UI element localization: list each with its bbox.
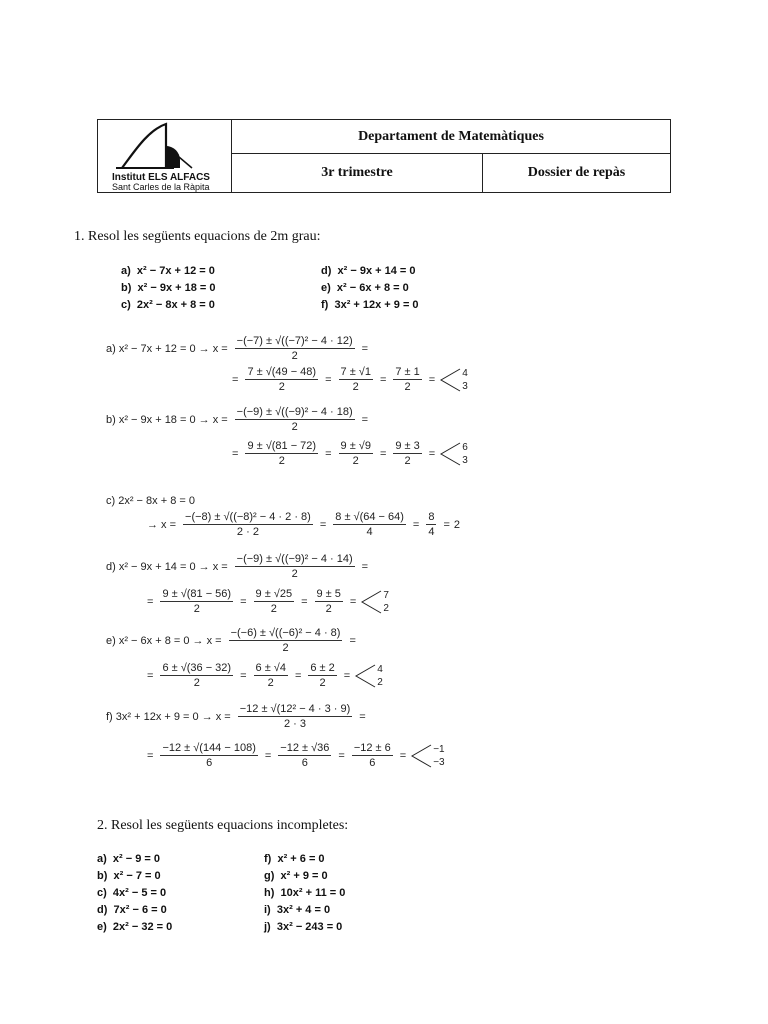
q2-exercise: b) x² − 7 = 0 — [97, 870, 161, 882]
department-title: Departament de Matemàtiques — [232, 120, 670, 154]
header-table — [97, 119, 671, 193]
q1-exercise: c) 2x² − 8x + 8 = 0 — [121, 299, 215, 311]
fraction: $\frac{9 \pm √(81 - 56)}{2}$ — [162, 588, 232, 615]
solution-f-line-1: f) 3x² + 12x + 9 = 0 → x = $\frac{\text{−12 ± √(12² − 4 · 3 · 9)}}{2 \cdot 3}$ = — [106, 703, 366, 730]
fraction: $\frac{8}{4}$ — [428, 511, 435, 538]
dossier-label: Dossier de repàs — [527, 165, 626, 180]
fraction: $\frac{9 \pm 3}{2}$ — [395, 440, 420, 467]
solution-b-line-2: = $\frac{9 \pm √(81 - 72)}{2}$ = $\frac{9 \pm √9}{2}$ = $\frac{9 \pm 3}{2}$ = 6 3 — [232, 440, 468, 467]
q1-exercise: f) 3x² + 12x + 9 = 0 — [321, 299, 419, 311]
fraction: $\frac{9 \pm √9}{2}$ — [340, 440, 371, 467]
fraction: $\frac{\text{−(−7) ± √((−7)² − 4 · 12)}}{2}$ — [236, 335, 353, 362]
fraction: $\frac{\text{−12 ± √(12² − 4 · 3 · 9)}}{2 \cdot 3}$ — [239, 703, 351, 730]
school-logo-icon — [114, 122, 214, 172]
fraction: $\frac{7 \pm 1}{2}$ — [395, 366, 420, 393]
fraction: $\frac{6 \pm √(36 - 32)}{2}$ — [162, 662, 232, 689]
roots-branch: 4 3 — [439, 367, 468, 393]
roots-branch: 7 2 — [360, 589, 389, 615]
solution-a-line-2: = $\frac{7 \pm √(49 - 48)}{2}$ = $\frac{7 \pm √1}{2}$ = $\frac{7 \pm 1}{2}$ = 4 3 — [232, 366, 468, 393]
q2-exercise: h) 10x² + 11 = 0 — [264, 887, 346, 899]
solution-d-line-2: = $\frac{9 \pm √(81 - 56)}{2}$ = $\frac{9 \pm √25}{2}$ = $\frac{9 \pm 5}{2}$ = 7 2 — [147, 588, 389, 615]
q2-exercise: d) 7x² − 6 = 0 — [97, 904, 167, 916]
solution-c-line-1: c) 2x² − 8x + 8 = 0 — [106, 495, 195, 507]
solution-a-line-1: a) x² − 7x + 12 = 0 → x = $\frac{\text{−(−7) ± √((−7)² − 4 · 12)}}{2}$ = — [106, 335, 369, 362]
fraction: $\frac{\text{−(−8) ± √((−8)² − 4 · 2 · 8)}}{2 \cdot 2}$ — [185, 511, 311, 538]
branch-icon — [439, 441, 461, 467]
fraction: $\frac{9 \pm √25}{2}$ — [255, 588, 293, 615]
branch-icon — [439, 367, 461, 393]
q2-exercise: g) x² + 9 = 0 — [264, 870, 328, 882]
q2-exercise: a) x² − 9 = 0 — [97, 853, 160, 865]
fraction: $\frac{6 \pm 2}{2}$ — [310, 662, 335, 689]
branch-icon — [354, 663, 376, 689]
roots-branch: 6 3 — [439, 441, 468, 467]
roots-branch: 4 2 — [354, 663, 383, 689]
solution-e-line-2: = $\frac{6 \pm √(36 - 32)}{2}$ = $\frac{6 \pm √4}{2}$ = $\frac{6 \pm 2}{2}$ = 4 2 — [147, 662, 383, 689]
solution-c-line-2: → x = $\frac{\text{−(−8) ± √((−8)² − 4 · 2 · 8)}}{2 \cdot 2}$ = $\frac{8 \pm √(64 - 64)}{4}$ = $\frac{8}{4}$ = 2 — [147, 511, 461, 538]
fraction: $\frac{\text{−(−9) ± √((−9)² − 4 · 18)}}{2}$ — [236, 406, 353, 433]
q2-exercise: i) 3x² + 4 = 0 — [264, 904, 331, 916]
solution-f-line-2: = $\frac{-12 \pm √(144 - 108)}{6}$ = $\frac{-12 \pm √36}{6}$ = $\frac{-12 \pm 6}{6}$ = −1 −3 — [147, 742, 445, 769]
fraction: $\frac{\text{−(−6) ± √((−6)² − 4 · 8)}}{2}$ — [230, 627, 341, 654]
fraction: $\frac{9 \pm √(81 - 72)}{2}$ — [247, 440, 317, 467]
question-2-heading: 2. Resol les següents equacions incompletes: — [97, 818, 349, 833]
fraction: $\frac{-12 \pm 6}{6}$ — [353, 742, 391, 769]
q2-exercise: f) x² + 6 = 0 — [264, 853, 325, 865]
school-name: Institut ELS ALFACS — [112, 172, 210, 183]
q1-exercise: d) x² − 9x + 14 = 0 — [321, 265, 416, 277]
solution-b-line-1: b) x² − 9x + 18 = 0 → x = $\frac{\text{−(−9) ± √((−9)² − 4 · 18)}}{2}$ = — [106, 406, 369, 433]
fraction: $\frac{-12 \pm √36}{6}$ — [280, 742, 330, 769]
term-label: 3r trimestre — [232, 154, 483, 192]
q2-exercise: c) 4x² − 5 = 0 — [97, 887, 167, 899]
fraction: $\frac{7 \pm √1}{2}$ — [340, 366, 371, 393]
q2-exercise-list-left — [97, 851, 172, 936]
q1-exercise: a) x² − 7x + 12 = 0 — [121, 265, 215, 277]
school-logo — [98, 120, 232, 192]
fraction: $\frac{7 \pm √(49 - 48)}{2}$ — [247, 366, 317, 393]
fraction: $\frac{-12 \pm √(144 - 108)}{6}$ — [162, 742, 256, 769]
roots-branch: −1 −3 — [410, 743, 444, 769]
school-town: Sant Carles de la Ràpita — [112, 182, 210, 192]
fraction: $\frac{\text{−(−9) ± √((−9)² − 4 · 14)}}{2}$ — [236, 553, 353, 580]
q1-exercise-list-right — [321, 263, 419, 314]
branch-icon — [410, 743, 432, 769]
q2-exercise: j) 3x² − 243 = 0 — [264, 921, 343, 933]
solution-d-line-1: d) x² − 9x + 14 = 0 → x = $\frac{\text{−(−9) ± √((−9)² − 4 · 14)}}{2}$ = — [106, 553, 369, 580]
q2-exercise: e) 2x² − 32 = 0 — [97, 921, 173, 933]
fraction: $\frac{9 \pm 5}{2}$ — [316, 588, 341, 615]
fraction: $\frac{6 \pm √4}{2}$ — [255, 662, 286, 689]
q2-exercise-list-right — [264, 851, 345, 936]
branch-icon — [360, 589, 382, 615]
q1-exercise-list-left — [121, 263, 216, 314]
solution-e-line-1: e) x² − 6x + 8 = 0 → x = $\frac{\text{−(−6) ± √((−6)² − 4 · 8)}}{2}$ = — [106, 627, 356, 654]
q1-exercise: e) x² − 6x + 8 = 0 — [321, 282, 409, 294]
question-1-heading: 1. Resol les següents equacions de 2m grau: — [74, 229, 321, 244]
fraction: $\frac{8 \pm √(64 - 64)}{4}$ — [335, 511, 404, 538]
q1-exercise: b) x² − 9x + 18 = 0 — [121, 282, 216, 294]
